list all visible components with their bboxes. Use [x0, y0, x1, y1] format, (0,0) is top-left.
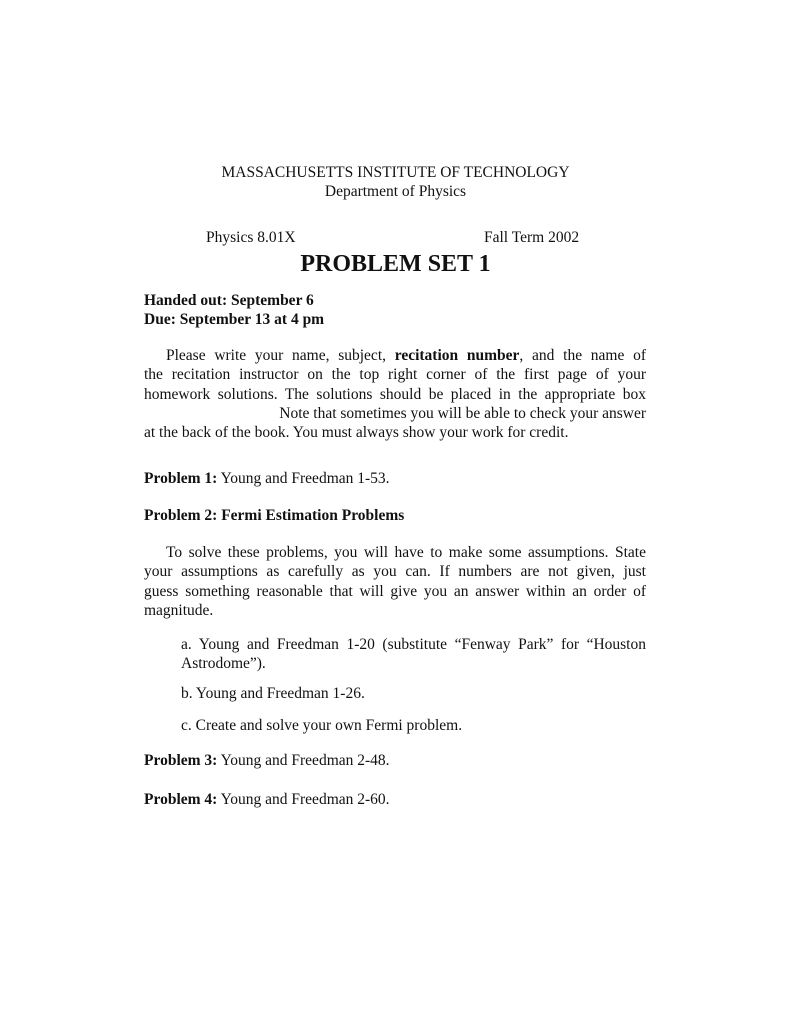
- problem-3: [144, 751, 390, 770]
- problem-3-text: Young and Freedman 2-48.: [217, 752, 390, 769]
- problem-4-text: Young and Freedman 2-60.: [217, 791, 390, 808]
- instructions-line-4: Note that sometimes you will be able to check your answer: [279, 404, 646, 422]
- instructions-line-5: at the back of the book. You must always show your work for credit.: [144, 424, 569, 442]
- handed-out-date: Handed out: September 6: [144, 292, 314, 309]
- instructions-text: Please write your name, subject,: [166, 347, 395, 364]
- due-date: Due: September 13 at 4 pm: [144, 311, 325, 328]
- item-a-line-2: Astrodome”).: [181, 655, 266, 673]
- course-number: Physics 8.01X: [206, 229, 296, 246]
- term-label: Fall Term 2002: [484, 229, 580, 246]
- instructions-paragraph: [144, 346, 646, 442]
- institution-name: MASSACHUSETTS INSTITUTE OF TECHNOLOGY: [221, 164, 570, 181]
- problem-4: [144, 790, 390, 809]
- problem-2-heading: Problem 2: Fermi Estimation Problems: [144, 507, 405, 524]
- instructions-line-1: [144, 346, 646, 365]
- problem-1-label: Problem 1:: [144, 470, 218, 487]
- problem-2-item-c: c. Create and solve your own Fermi problem.: [181, 717, 463, 734]
- item-a-line-1: a. Young and Freedman 1-20 (substitute “Fenway Park” for “Houston: [181, 636, 646, 653]
- instructions-text: , and the name of: [519, 347, 647, 364]
- problem-2-item-a: [181, 635, 646, 674]
- problem-2-line-1: To solve these problems, you will have to make some assumptions. State: [166, 544, 646, 561]
- page-title: PROBLEM SET 1: [300, 251, 491, 277]
- recitation-number-emphasis: recitation number: [394, 347, 520, 364]
- problem-3-label: Problem 3:: [144, 752, 218, 769]
- problem-2-line-4: magnitude.: [144, 601, 214, 619]
- instructions-line-3: homework solutions. The solutions should be placed in the appropriate box: [144, 385, 646, 403]
- problem-1-text: Young and Freedman 1-53.: [217, 470, 390, 487]
- instructions-line-2: the recitation instructor on the top right corner of the first page of your: [144, 366, 646, 384]
- problem-4-label: Problem 4:: [144, 791, 218, 808]
- problem-2-line-2: your assumptions as carefully as you can. If numbers are not given, just: [144, 563, 646, 581]
- problem-2-paragraph: [144, 543, 646, 620]
- problem-2-line-3: guess something reasonable that will give you an answer within an order of: [144, 582, 646, 600]
- problem-1: [144, 469, 390, 488]
- department-name: Department of Physics: [324, 183, 467, 200]
- problem-2-item-b: b. Young and Freedman 1-26.: [181, 685, 365, 702]
